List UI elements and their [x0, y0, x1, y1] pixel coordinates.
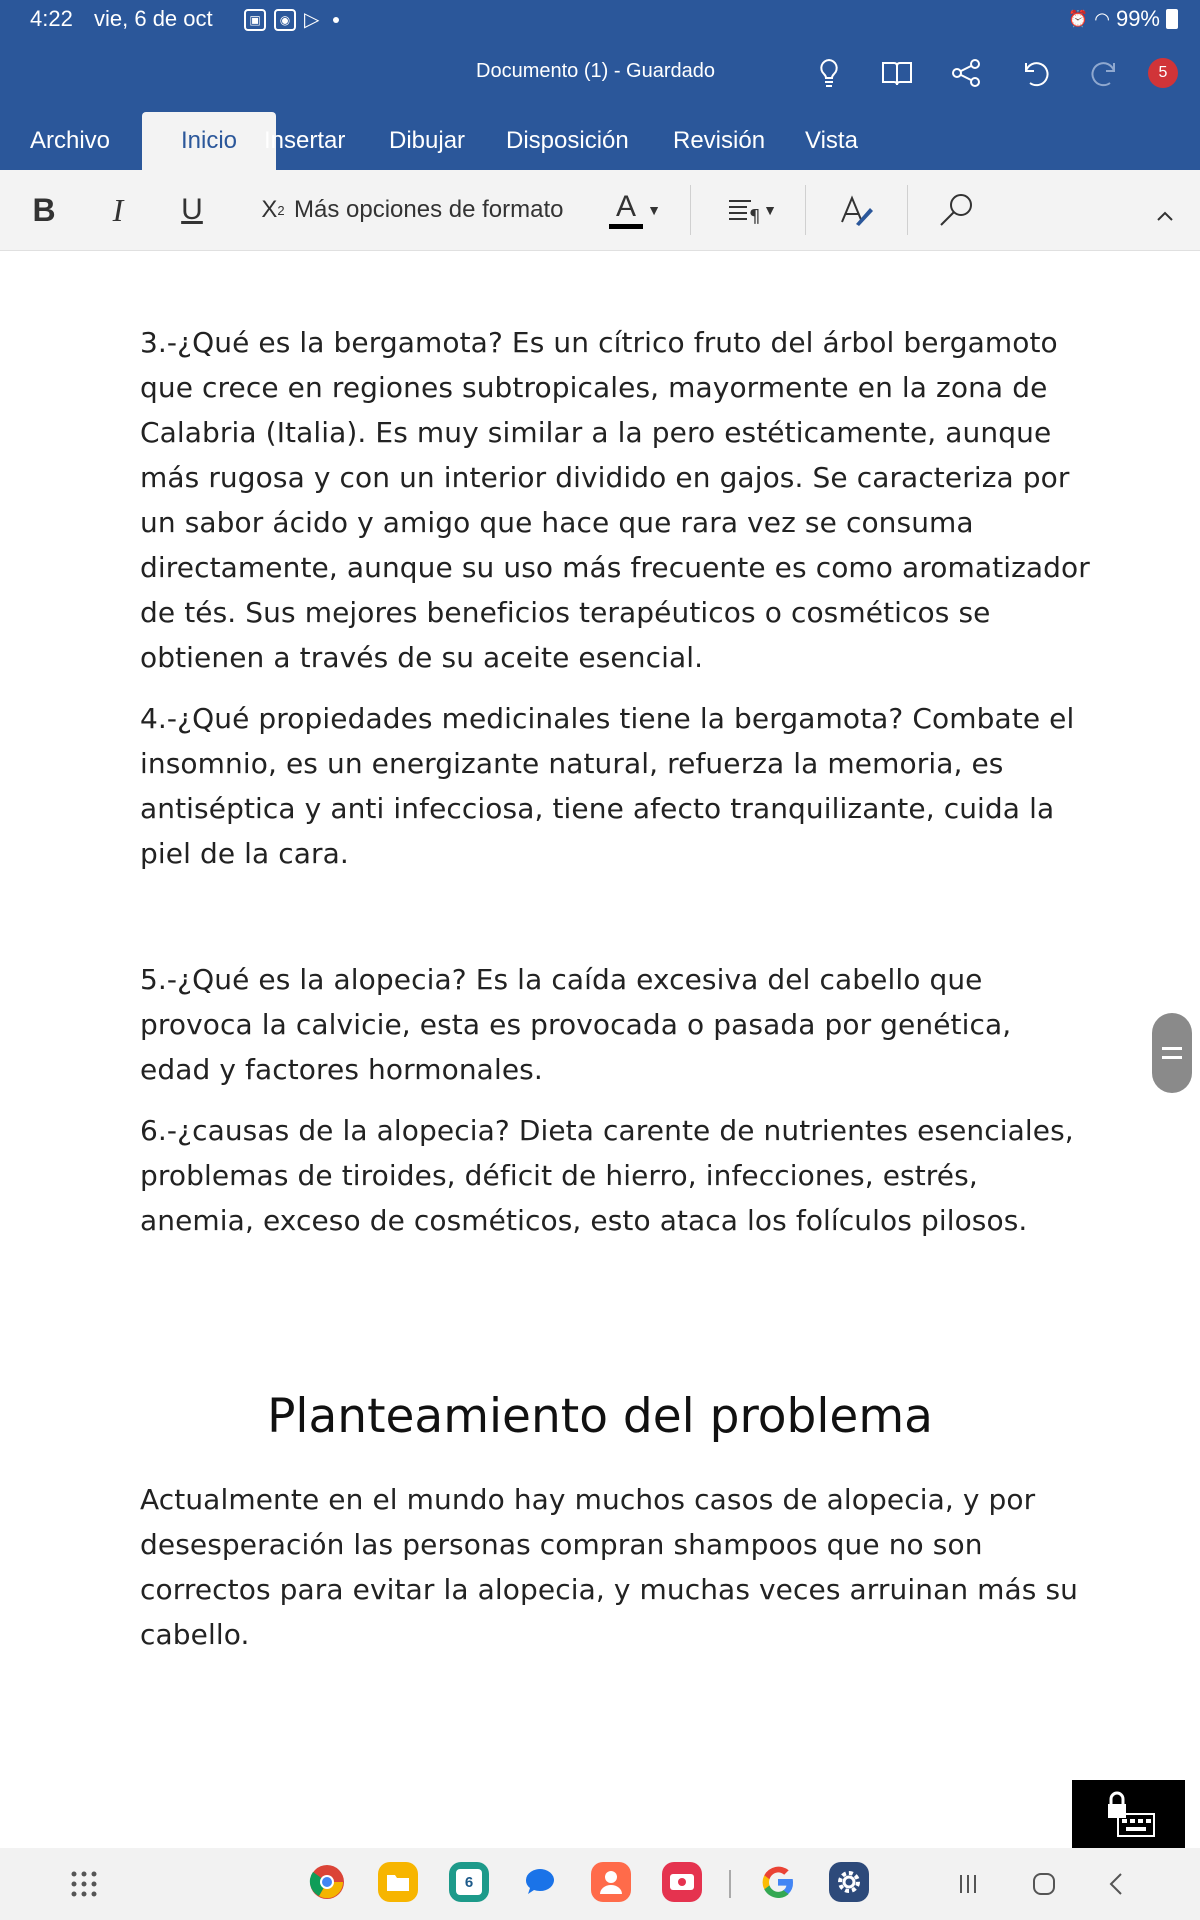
notification-icons — [244, 7, 339, 32]
paragraph: Actualmente en el mundo hay muchos casos de alopecia, y por desesperación las personas compran shampoos que no son correctos para evitar la alopecia, y muchas veces arruinan más su cabello. — [140, 1483, 1079, 1651]
divider — [805, 185, 806, 235]
paragraph: 5.-¿Qué es la alopecia? Es la caída excesiva del cabello que provoca la calvicie, esta es provocada o pasada por genética, edad y factores hormonales. — [140, 963, 1012, 1086]
recent-apps-icon[interactable] — [950, 1866, 986, 1902]
screen-recorder-app-icon[interactable] — [662, 1862, 702, 1902]
document-body[interactable] — [140, 1477, 1090, 1673]
font-color-letter: A — [616, 189, 637, 223]
play-store-icon: ▷ — [304, 9, 320, 31]
calendar-day: 6 — [456, 1869, 482, 1895]
app-drawer-icon[interactable] — [66, 1866, 102, 1902]
underline-button[interactable]: U — [181, 193, 203, 226]
tab-disposicion[interactable]: Disposición — [506, 127, 629, 154]
styles-icon — [838, 192, 874, 228]
subscript-2: 2 — [277, 202, 285, 218]
search-icon — [937, 191, 975, 229]
find-button[interactable] — [934, 188, 978, 232]
gallery-icon: ▣ — [244, 9, 266, 31]
font-color-bar — [609, 224, 643, 229]
document-body[interactable] — [140, 320, 1090, 892]
home-icon[interactable] — [1026, 1866, 1062, 1902]
divider — [907, 185, 908, 235]
files-app-icon[interactable] — [378, 1862, 418, 1902]
battery-percent: 99% — [1115, 6, 1160, 31]
more-notifications-icon — [333, 17, 339, 23]
keyboard-lock-button[interactable] — [1072, 1780, 1185, 1848]
italic-button[interactable]: I — [112, 191, 124, 228]
tab-vista[interactable]: Vista — [805, 127, 858, 154]
paragraph: 3.-¿Qué es la bergamota? Es un cítrico fruto del árbol bergamoto que crece en regiones subtropicales, mayormente en la zona de Calabria (Italia). Es muy similar a la pero estéticamente, aunque más rugosa y con un interior dividido en gajos. Se caracteriza por un sabor ácido y amigo que hace que rara vez se consuma directamente, aunque su uso más frecuente es como aromatizador de tés. Sus mejores beneficios terapéuticos o cosméticos se obtienen a través de su aceite esencial. — [140, 326, 1090, 674]
reading-mode-icon[interactable] — [879, 55, 915, 91]
notification-badge[interactable]: 5 — [1148, 58, 1178, 88]
chevron-down-icon: ▼ — [647, 202, 661, 218]
paragraph: 6.-¿causas de la alopecia? Dieta carente de nutrientes esenciales, problemas de tiroides, déficit de hierro, infecciones, estrés, anemia, exceso de cosméticos, esto ataca los folículos pilosos. — [140, 1114, 1074, 1237]
collapse-ribbon-icon[interactable] — [1150, 194, 1180, 238]
wifi-icon: ◠ — [1094, 8, 1110, 29]
svg-text:¶: ¶ — [749, 206, 761, 225]
chrome-app-icon[interactable] — [307, 1862, 347, 1902]
status-time: 4:22 — [30, 6, 73, 31]
dock-divider — [729, 1870, 731, 1898]
chevron-down-icon: ▼ — [763, 202, 777, 218]
status-right — [1068, 6, 1178, 32]
app-header — [0, 0, 1200, 170]
styles-button[interactable] — [836, 188, 876, 232]
font-color-icon — [609, 189, 643, 229]
paragraph-format-button[interactable] — [722, 188, 782, 232]
google-app-icon[interactable] — [758, 1862, 798, 1902]
undo-icon[interactable] — [1017, 55, 1053, 91]
keyboard-lock-icon — [1072, 1780, 1185, 1848]
alarm-icon: ⏰ — [1068, 11, 1089, 28]
scroll-handle[interactable] — [1152, 1013, 1192, 1093]
camera-icon: ◉ — [274, 9, 296, 31]
tab-revision[interactable]: Revisión — [673, 127, 766, 154]
tab-inicio[interactable]: Inicio — [142, 112, 276, 170]
back-icon[interactable] — [1098, 1866, 1134, 1902]
ribbon-tabs — [0, 112, 1200, 170]
settings-app-icon[interactable] — [829, 1862, 869, 1902]
share-icon[interactable] — [948, 55, 984, 91]
redo-icon[interactable] — [1087, 55, 1123, 91]
subscript-button[interactable] — [256, 188, 290, 232]
navigation-bar — [0, 1848, 1200, 1920]
tab-insertar[interactable]: Insertar — [264, 127, 346, 154]
document-title[interactable]: Documento (1) - Guardado — [476, 60, 716, 82]
status-bar — [0, 0, 1200, 36]
paragraph: 4.-¿Qué propiedades medicinales tiene la bergamota? Combate el insomnio, es un energizante natural, refuerza la memoria, es antiséptica y anti infecciosa, tiene afecto tranquilizante, cuida la piel de la cara. — [140, 702, 1075, 870]
tab-dibujar[interactable]: Dibujar — [389, 127, 466, 154]
battery-icon — [1166, 9, 1178, 29]
contacts-app-icon[interactable] — [591, 1862, 631, 1902]
formatting-ribbon — [0, 170, 1200, 251]
section-heading: Planteamiento del problema — [267, 1389, 933, 1444]
document-body[interactable] — [140, 957, 1090, 1259]
more-format-options[interactable]: Más opciones de formato — [294, 196, 564, 223]
status-date: vie, 6 de oct — [94, 6, 213, 31]
subscript-x: X — [261, 196, 278, 223]
calendar-app-icon[interactable] — [449, 1862, 489, 1902]
tab-archivo[interactable]: Archivo — [30, 127, 111, 154]
messages-app-icon[interactable] — [520, 1862, 560, 1902]
bold-button[interactable]: B — [32, 191, 56, 228]
lightbulb-icon[interactable] — [811, 55, 847, 91]
font-color-button[interactable] — [604, 188, 666, 232]
paragraph-icon — [727, 195, 763, 225]
divider — [690, 185, 691, 235]
